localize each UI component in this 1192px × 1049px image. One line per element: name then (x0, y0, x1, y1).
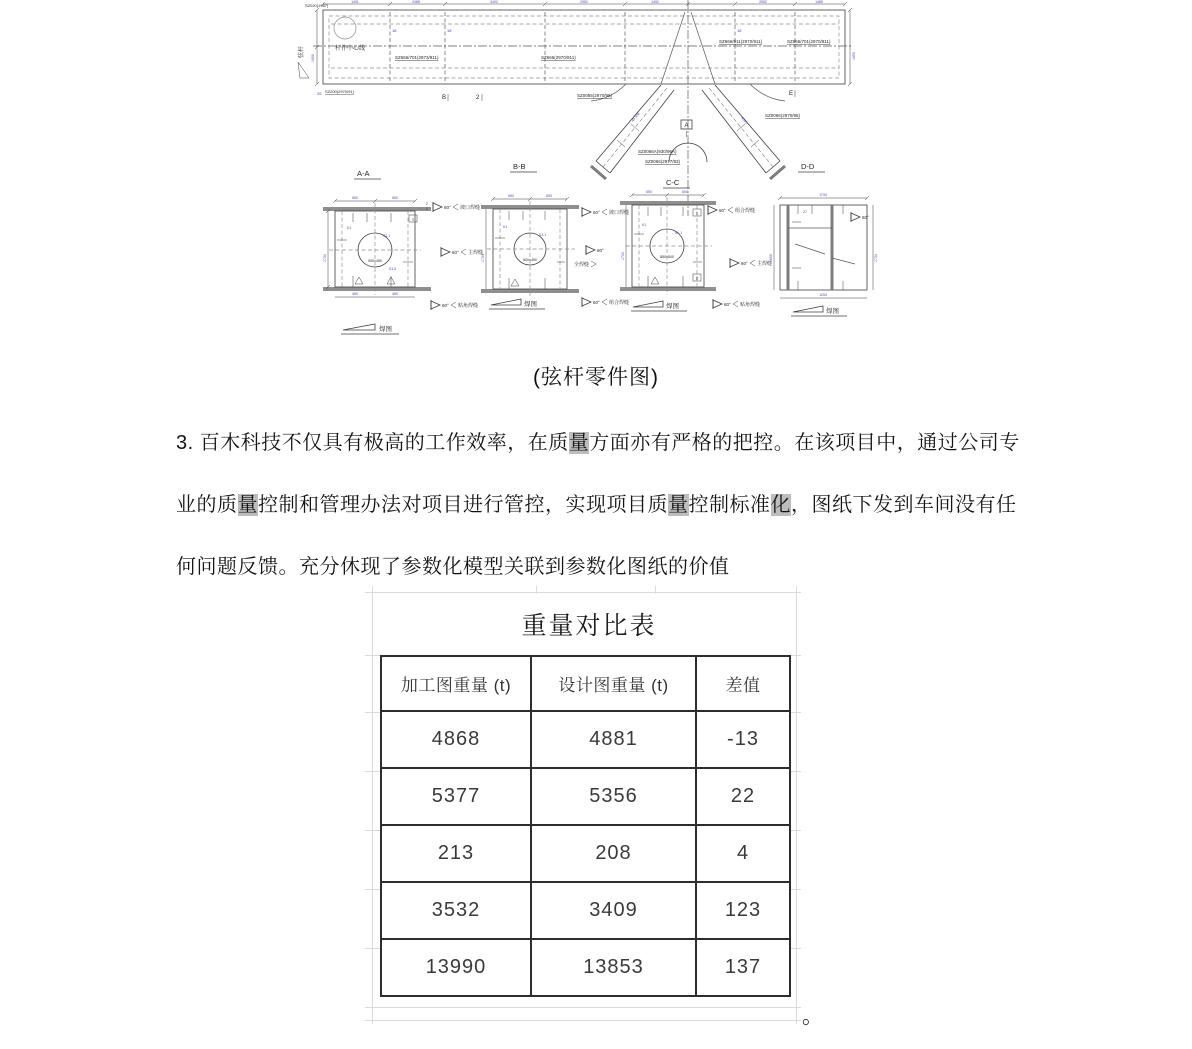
hole-label: 600×450 (523, 258, 537, 262)
cell-difference: 123 (696, 882, 790, 939)
table-row (381, 825, 790, 882)
weld-callout (574, 261, 596, 268)
dim-label: 650 (546, 194, 552, 198)
weld-label: 贴角焊缝 (740, 302, 761, 308)
weld-figure-tag (631, 301, 687, 311)
cell-difference: 22 (696, 768, 790, 825)
hole-label: 850×500 (660, 255, 674, 259)
dim-label: 1734 (323, 254, 327, 262)
table-row (381, 882, 790, 939)
cell-fab-weight: 5377 (381, 768, 531, 825)
dim-label: 650 (508, 194, 514, 198)
weld-callout (431, 300, 478, 310)
tiny-mark: S1.1 (675, 231, 683, 235)
member-centerline-label: 杆件中心线 (335, 46, 366, 52)
cell-design-weight: 4881 (531, 711, 696, 768)
cell-fab-weight: 4868 (381, 711, 531, 768)
detail-marker: 1 (695, 210, 699, 216)
dim-label: 450 (392, 292, 398, 296)
weld-callout (582, 297, 629, 307)
weld-figure-tag (791, 306, 847, 316)
dim-label: 1492 (651, 0, 659, 4)
dim-label: 1485 (815, 0, 823, 4)
tiny-mark: 25 (317, 91, 322, 96)
weld-callout (586, 245, 604, 255)
col-header-difference: 差值 (696, 656, 790, 711)
weld-label: 坡口焊缝 (609, 210, 630, 216)
dim-label: 1650 (852, 52, 856, 60)
weight-comparison-table (380, 655, 791, 997)
gridline (372, 586, 373, 1024)
weld-callout (582, 207, 629, 217)
dim-label: 45.308 (630, 111, 641, 123)
part-label: SZ0066(2977/93) (645, 159, 681, 164)
table-row (381, 939, 790, 996)
gridline (796, 586, 797, 1024)
table-header-row (381, 656, 790, 711)
svg-text:60°: 60° (444, 205, 451, 210)
cut-marker-e: E (789, 91, 794, 97)
cell-fab-weight: 13990 (381, 939, 531, 996)
cell-design-weight: 208 (531, 825, 696, 882)
highlighted-char: 量 (668, 494, 689, 516)
svg-text:焊图: 焊图 (524, 301, 537, 308)
svg-text:焊图: 焊图 (379, 326, 392, 333)
part-label: SZ200(2970/91) (325, 89, 354, 94)
section-bb (481, 194, 629, 309)
highlighted-char: 量 (237, 494, 258, 516)
weld-callout (708, 205, 755, 215)
tiny-mark: K1 (503, 225, 508, 229)
weld-callout (730, 258, 772, 268)
chord-tag: 弦杆 (299, 45, 305, 58)
weld-label: 全焊缝 (573, 262, 589, 268)
section-label-aa: A-A (357, 169, 370, 178)
dim-label: 450 (352, 292, 358, 296)
weld-figure-tag (489, 299, 545, 309)
dim-label: 2485 (412, 0, 420, 4)
weld-label: 主焊缝 (757, 261, 773, 267)
table-row (381, 711, 790, 768)
tiny-mark: S1.5 (389, 267, 397, 271)
section-label-bb: B-B (513, 162, 526, 171)
cell-difference: -13 (696, 711, 790, 768)
svg-text:60°: 60° (597, 248, 604, 253)
hole-label: 500×450 (368, 259, 382, 263)
svg-text:2: 2 (426, 202, 428, 206)
section-dd (769, 193, 878, 316)
dim-label: 1491 (351, 0, 359, 4)
cell-difference: 4 (696, 825, 790, 882)
part-label: SZ0065(2970/96) (577, 93, 613, 98)
cut-marker-2: 2 (476, 95, 480, 101)
svg-text:焊图: 焊图 (666, 303, 679, 310)
highlighted-char: 量 (568, 432, 590, 454)
svg-text:60°: 60° (719, 208, 726, 213)
engineering-drawing (295, 0, 880, 350)
cell-fab-weight: 213 (381, 825, 531, 882)
paragraph-period: 。 (802, 1005, 823, 1028)
svg-text:60°: 60° (741, 261, 748, 266)
dim-label: 2952 (759, 0, 767, 4)
gridline (365, 1020, 801, 1021)
dim-label: 2952 (580, 0, 588, 4)
tiny-mark: K1 (642, 223, 647, 227)
cell-design-weight: 13853 (531, 939, 696, 996)
part-label: SZ666/911(2970/911) (719, 39, 763, 44)
section-aa (323, 196, 483, 334)
paragraph-line: 3. 百木科技不仅具有极高的工作效率，在质量方面亦有严格的把控。在该项目中，通过公司专 (176, 432, 1020, 454)
svg-text:60°: 60° (593, 210, 600, 215)
part-label: SZ020(1967) (305, 3, 329, 8)
beam-elevation (297, 0, 856, 216)
cell-design-weight: 3409 (531, 882, 696, 939)
weld-label: 组合焊缝 (735, 208, 756, 214)
table-row (381, 768, 790, 825)
tiny-mark: K1 (347, 226, 352, 230)
part-label: SZ0066A(930/96A) (638, 149, 677, 154)
cell-difference: 137 (696, 939, 790, 996)
weld-callout (851, 212, 869, 222)
weld-label: 坡口焊缝 (460, 205, 481, 211)
dim-label: 650 (352, 196, 358, 200)
part-label: SZ666(2970/911) (541, 55, 576, 60)
dim-label: 1254 (819, 293, 827, 297)
paragraph-line: 何问题反馈。充分休现了参数化模型关联到参数化图纸的价值 (176, 556, 730, 578)
svg-text:1: 1 (426, 207, 428, 211)
dim-label: 1734 (481, 254, 485, 262)
weight-table-image (365, 586, 801, 1024)
diagonal-braces (577, 84, 801, 179)
part-label: SZ666/701(2970/911) (787, 39, 831, 44)
weld-label: 主焊缝 (468, 250, 484, 256)
svg-text:60°: 60° (862, 215, 869, 220)
tiny-mark: 18 (737, 28, 742, 33)
dim-label: 650 (646, 190, 652, 194)
dim-label: 1650 (769, 254, 773, 262)
svg-text:焊图: 焊图 (826, 308, 839, 315)
cut-marker-b: B (442, 95, 447, 101)
body-paragraph (176, 418, 1021, 588)
detail-marker-a: A (684, 123, 689, 129)
dim-label: 4300 (740, 116, 749, 125)
section-label-dd: D-D (801, 162, 815, 171)
highlighted-char: 化 (770, 494, 791, 516)
dim-label: 3492 (490, 0, 498, 4)
svg-text:60°: 60° (593, 300, 600, 305)
tiny-mark: 18 (447, 28, 452, 33)
weld-label: 组合焊缝 (609, 300, 630, 306)
table-title: 重量对比表 (521, 612, 657, 640)
detail-marker: 2 (695, 275, 699, 281)
svg-text:60°: 60° (724, 302, 731, 307)
weld-figure-tag (341, 324, 399, 334)
dim-label: 1734 (621, 252, 625, 260)
paragraph-line: 业的质量控制和管理办法对项目进行管控，实现项目质量控制标准化，图纸下发到车间没有任 (176, 494, 1017, 516)
col-header-fab-weight: 加工图重量 (t) (381, 656, 531, 711)
figure-caption: (弦杆零件图) (533, 366, 659, 389)
gridline (365, 592, 801, 593)
cell-fab-weight: 3532 (381, 882, 531, 939)
col-header-design-weight: 设计图重量 (t) (531, 656, 696, 711)
dim-label: 1734 (874, 254, 878, 262)
gridline (365, 1007, 801, 1008)
weld-callout (426, 202, 480, 212)
dim-label: 1650 (311, 54, 315, 62)
weld-label: 贴角焊缝 (458, 303, 479, 309)
detail-marker: 1 (411, 216, 415, 222)
tiny-mark: 18 (392, 28, 397, 33)
dim-label: 650 (682, 190, 688, 194)
part-label: SZ666/701(2973/911) (395, 55, 439, 60)
part-label: SZ0066(2970/96) (765, 113, 801, 118)
dim-label: 650 (392, 196, 398, 200)
weld-callout (441, 247, 483, 257)
tiny-mark: 27 (803, 210, 807, 214)
tiny-mark: S1.1 (539, 233, 547, 237)
svg-text:60°: 60° (452, 250, 459, 255)
tiny-mark: S1.1 (383, 234, 391, 238)
dim-label: 1734 (819, 193, 827, 197)
cell-design-weight: 5356 (531, 768, 696, 825)
weld-callout (713, 299, 760, 309)
section-label-cc: C-C (666, 178, 680, 187)
svg-text:60°: 60° (442, 303, 449, 308)
